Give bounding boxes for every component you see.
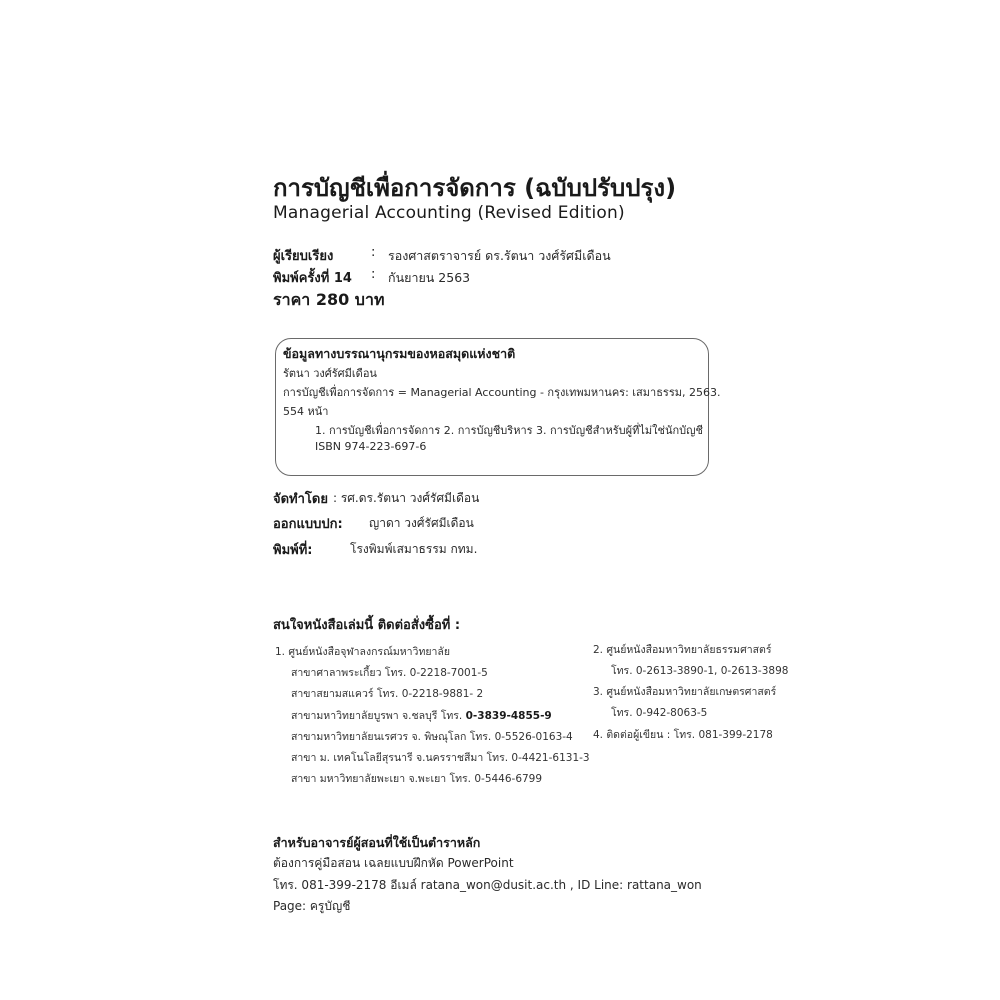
printer-label: พิมพ์ที่: [273, 543, 313, 558]
cip-title: ข้อมูลทางบรรณานุกรมของหอสมุดแห่งชาติ [283, 346, 516, 361]
author-colon: : [371, 245, 376, 260]
printing-label: พิมพ์ครั้งที่ 14 [273, 271, 352, 286]
book-title-thai: การบัญชีเพื่อการจัดการ (ฉบับปรับปรุง) [273, 174, 677, 202]
order-branch-phone: 0-3839-4855-9 [465, 710, 552, 722]
order-item-2: 2. ศูนย์หนังสือมหาวิทยาลัยธรรมศาสตร์ [593, 644, 772, 656]
printing-colon: : [371, 267, 376, 282]
cip-citation: การบัญชีเพื่อการจัดการ = Managerial Accounting - กรุงเทพมหานคร: เสมาธรรม, 2563. [283, 386, 721, 399]
teachers-line-1: ต้องการคู่มือสอน เฉลยแบบฝึกหัด PowerPoint [273, 856, 514, 870]
cip-isbn: ISBN 974-223-697-6 [315, 440, 427, 453]
price: ราคา 280 บาท [273, 290, 385, 309]
order-title: สนใจหนังสือเล่มนี้ ติดต่อสั่งซื้อที่ : [273, 618, 461, 633]
cover-design-value: ญาดา วงศ์รัศมีเดือน [369, 516, 474, 530]
printer-value: โรงพิมพ์เสมาธรรม กทม. [350, 542, 478, 556]
order-item-3-phone: โทร. 0-942-8063-5 [611, 707, 708, 719]
prepared-by-value: : รศ.ดร.รัตนา วงศ์รัศมีเดือน [333, 491, 480, 505]
order-branch [291, 707, 552, 724]
order-branch-label: สาขามหาวิทยาลัยบูรพา จ.ชลบุรี โทร. [291, 710, 463, 722]
teachers-page: Page: ครูบัญชี [273, 899, 351, 913]
book-title-english: Managerial Accounting (Revised Edition) [273, 203, 625, 223]
cip-author: รัตนา วงศ์รัศมีเดือน [283, 367, 377, 380]
order-item-4: 4. ติดต่อผู้เขียน : โทร. 081-399-2178 [593, 729, 773, 741]
prepared-by-label: จัดทำโดย [273, 492, 328, 507]
order-branch: สาขา มหาวิทยาลัยพะเยา จ.พะเยา โทร. 0-5446-6799 [291, 773, 543, 785]
order-branch: สาขา ม. เทคโนโลยีสุรนารี จ.นครราชสีมา โทร. 0-4421-6131-3 [291, 752, 590, 764]
cip-subjects: 1. การบัญชีเพื่อการจัดการ 2. การบัญชีบริหาร 3. การบัญชีสำหรับผู้ที่ไม่ใช่นักบัญชี [315, 424, 703, 437]
order-branch: สาขาศาลาพระเกี้ยว โทร. 0-2218-7001-5 [291, 667, 488, 679]
order-item-3: 3. ศูนย์หนังสือมหาวิทยาลัยเกษตรศาสตร์ [593, 686, 777, 698]
order-branch: สาขาสยามสแควร์ โทร. 0-2218-9881- 2 [291, 688, 484, 700]
cover-design-label: ออกแบบปก: [273, 517, 343, 532]
teachers-contact: โทร. 081-399-2178 อีเมล์ ratana_won@dusit.ac.th , ID Line: rattana_won [273, 878, 702, 892]
order-branch: สาขามหาวิทยาลัยนเรศวร จ. พิษณุโลก โทร. 0-5526-0163-4 [291, 731, 573, 743]
order-item-2-phone: โทร. 0-2613-3890-1, 0-2613-3898 [611, 665, 789, 677]
teachers-title: สำหรับอาจารย์ผู้สอนที่ใช้เป็นตำราหลัก [273, 835, 481, 850]
author-label: ผู้เรียบเรียง [273, 249, 334, 264]
printing-value: กันยายน 2563 [388, 270, 471, 285]
author-value: รองศาสตราจารย์ ดร.รัตนา วงศ์รัศมีเดือน [388, 248, 611, 263]
order-item-1: 1. ศูนย์หนังสือจุฬาลงกรณ์มหาวิทยาลัย [275, 646, 451, 658]
cip-pages: 554 หน้า [283, 405, 329, 418]
